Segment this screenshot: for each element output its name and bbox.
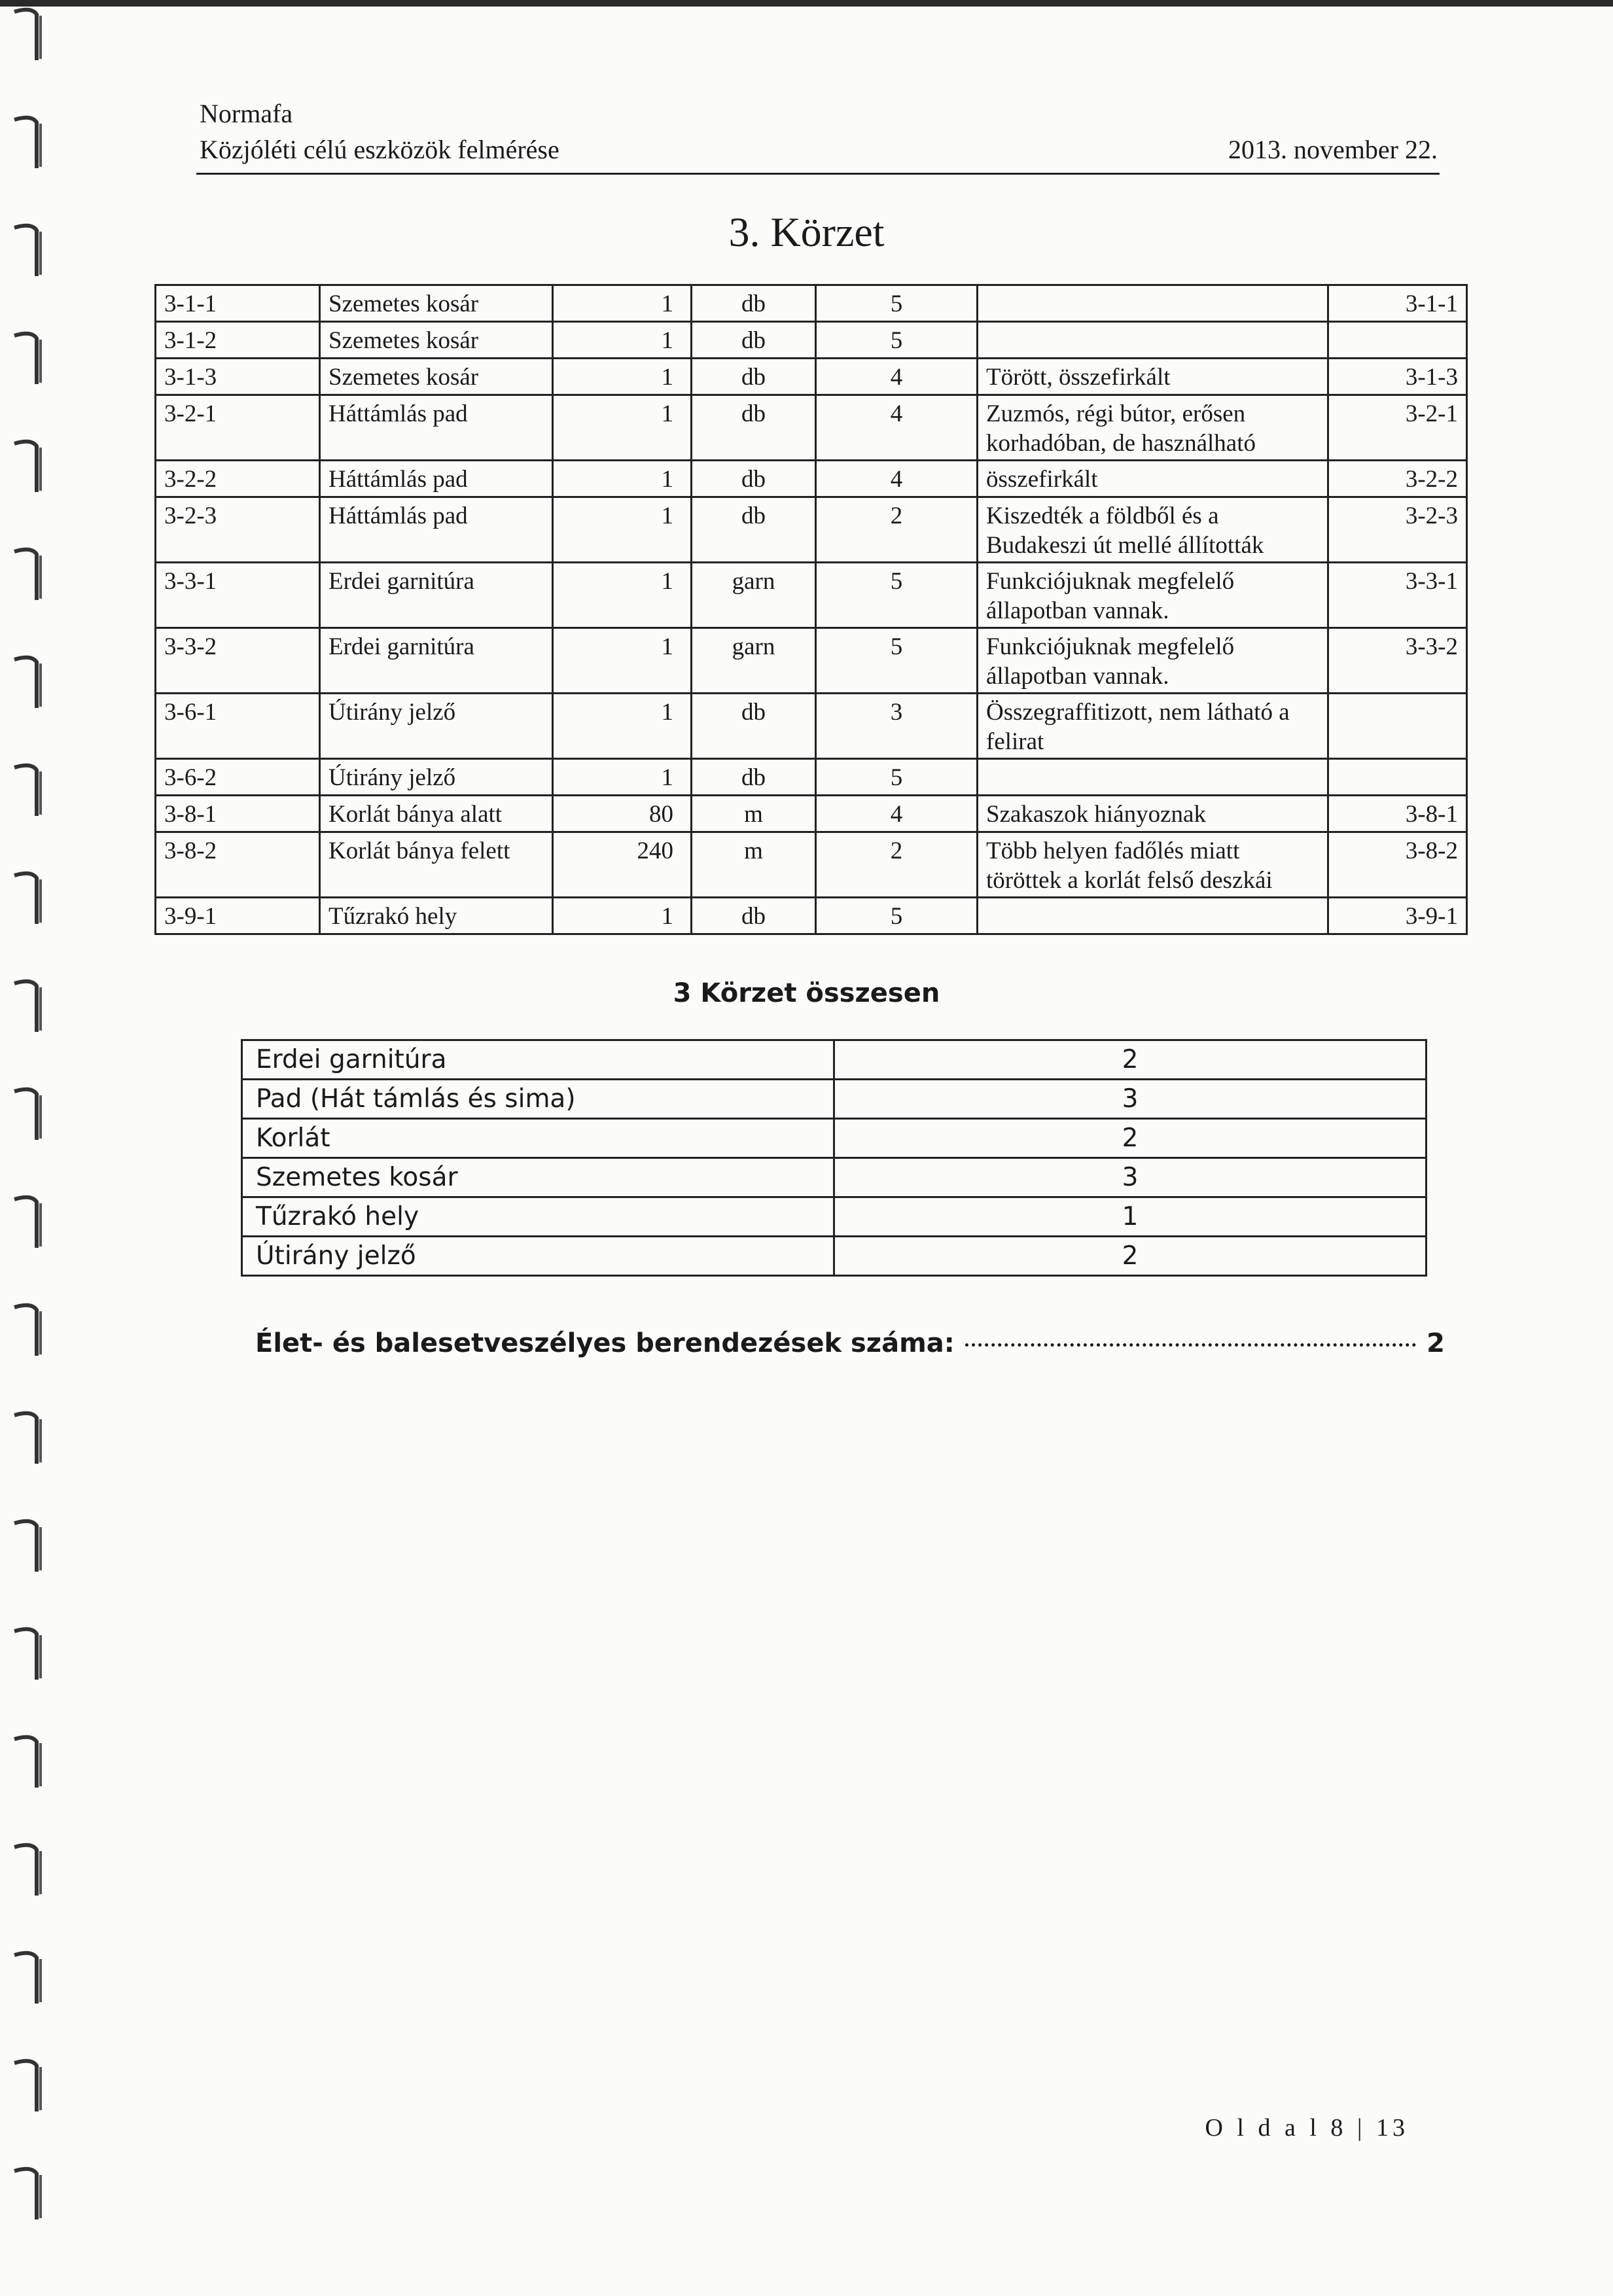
item-ref: 3-9-1 [1328,898,1467,934]
table-row [156,694,1467,759]
summary-row [242,1080,1427,1119]
binding-ring [12,653,48,712]
summary-row [242,1158,1427,1197]
binding-ring [12,1517,48,1576]
item-unit: m [692,832,816,898]
table-row [156,832,1467,898]
item-note: Funkciójuknak megfelelő állapotban vannak. [978,563,1328,628]
item-ref [1328,694,1467,759]
item-ref: 3-3-2 [1328,628,1467,694]
table-row [156,628,1467,694]
binding-ring [12,437,48,496]
item-rating: 4 [816,461,978,497]
item-note: összefirkált [978,461,1328,497]
item-rating: 5 [816,285,978,322]
item-ref [1328,759,1467,796]
item-id: 3-9-1 [156,898,320,934]
item-ref: 3-1-1 [1328,285,1467,322]
item-unit: garn [692,628,816,694]
item-rating: 2 [816,832,978,898]
summary-value: 2 [834,1040,1427,1080]
binding-ring [12,1193,48,1252]
summary-label: Pad (Hát támlás és sima) [242,1080,834,1119]
item-rating: 4 [816,796,978,832]
binding-ring [12,5,48,64]
table-row [156,285,1467,322]
summary-label: Szemetes kosár [242,1158,834,1197]
item-note: Törött, összefirkált [978,359,1328,395]
item-note: Kiszedték a földből és a Budakeszi út mellé állították [978,497,1328,563]
summary-row [242,1040,1427,1080]
item-id: 3-1-2 [156,322,320,359]
binding-ring [12,1409,48,1468]
item-ref: 3-3-1 [1328,563,1467,628]
item-note: Funkciójuknak megfelelő állapotban vannak. [978,628,1328,694]
summary-value: 2 [834,1119,1427,1158]
table-row [156,497,1467,563]
item-rating: 5 [816,628,978,694]
item-id: 3-6-1 [156,694,320,759]
item-qty: 1 [553,461,692,497]
item-name: Háttámlás pad [320,461,553,497]
item-unit: db [692,898,816,934]
item-unit: db [692,759,816,796]
table-row [156,898,1467,934]
summary-table [241,1039,1427,1277]
item-name: Korlát bánya alatt [320,796,553,832]
summary-value: 1 [834,1197,1427,1237]
item-rating: 5 [816,563,978,628]
item-unit: db [692,694,816,759]
header-divider [196,173,1440,175]
item-name: Háttámlás pad [320,395,553,461]
item-note [978,898,1328,934]
item-unit: garn [692,563,816,628]
summary-row [242,1197,1427,1237]
item-qty: 240 [553,832,692,898]
item-rating: 5 [816,322,978,359]
summary-value: 3 [834,1080,1427,1119]
item-qty: 1 [553,628,692,694]
item-id: 3-2-2 [156,461,320,497]
page-number: O l d a l 8 | 13 [1205,2114,1409,2142]
item-name: Szemetes kosár [320,285,553,322]
summary-row [242,1119,1427,1158]
table-row [156,395,1467,461]
binding-ring [12,1085,48,1144]
item-qty: 1 [553,497,692,563]
item-rating: 4 [816,395,978,461]
item-rating: 4 [816,359,978,395]
header-location: Normafa [200,99,293,128]
danger-count-label: Élet- és balesetveszélyes berendezések száma: [255,1328,955,1358]
item-id: 3-3-2 [156,628,320,694]
section-title: 3. Körzet [728,209,885,255]
table-row [156,359,1467,395]
item-ref: 3-2-1 [1328,395,1467,461]
item-name: Háttámlás pad [320,497,553,563]
item-note [978,322,1328,359]
item-unit: db [692,461,816,497]
item-rating: 2 [816,497,978,563]
danger-count-line [255,1328,1445,1358]
item-unit: db [692,497,816,563]
item-name: Útirány jelző [320,694,553,759]
item-name: Szemetes kosár [320,359,553,395]
item-qty: 80 [553,796,692,832]
danger-count-value: 2 [1427,1328,1445,1358]
item-qty: 1 [553,694,692,759]
item-ref: 3-1-3 [1328,359,1467,395]
summary-label: Útirány jelző [242,1237,834,1276]
binding-ring [12,2057,48,2115]
binding-ring [12,329,48,388]
binding-ring [12,113,48,172]
table-row [156,759,1467,796]
item-unit: db [692,395,816,461]
item-qty: 1 [553,359,692,395]
item-note [978,285,1328,322]
item-rating: 5 [816,898,978,934]
page-top-border [0,0,1613,7]
table-row [156,322,1467,359]
item-name: Szemetes kosár [320,322,553,359]
summary-title: 3 Körzet összesen [673,978,940,1008]
item-id: 3-3-1 [156,563,320,628]
binding-ring [12,1625,48,1684]
item-qty: 1 [553,563,692,628]
item-ref: 3-2-3 [1328,497,1467,563]
item-name: Korlát bánya felett [320,832,553,898]
item-qty: 1 [553,898,692,934]
table-row [156,563,1467,628]
binding-ring [12,1301,48,1360]
item-qty: 1 [553,759,692,796]
item-name: Útirány jelző [320,759,553,796]
summary-row [242,1237,1427,1276]
item-id: 3-2-1 [156,395,320,461]
item-name: Erdei garnitúra [320,628,553,694]
binding-ring [12,761,48,820]
item-unit: m [692,796,816,832]
item-id: 3-8-2 [156,832,320,898]
item-ref: 3-2-2 [1328,461,1467,497]
item-unit: db [692,359,816,395]
item-id: 3-8-1 [156,796,320,832]
table-row [156,796,1467,832]
item-unit: db [692,322,816,359]
item-id: 3-1-3 [156,359,320,395]
item-note: Zuzmós, régi bútor, erősen korhadóban, de használható [978,395,1328,461]
binding-ring [12,2164,48,2223]
spiral-binding [0,0,52,2296]
item-rating: 3 [816,694,978,759]
item-ref: 3-8-2 [1328,832,1467,898]
binding-ring [12,1841,48,1899]
table-row [156,461,1467,497]
item-unit: db [692,285,816,322]
inventory-table [154,284,1468,935]
header-date: 2013. november 22. [1228,135,1438,164]
binding-ring [12,1733,48,1792]
item-ref [1328,322,1467,359]
item-qty: 1 [553,322,692,359]
summary-value: 2 [834,1237,1427,1276]
binding-ring [12,1949,48,2007]
item-name: Tűzrakó hely [320,898,553,934]
summary-label: Erdei garnitúra [242,1040,834,1080]
item-id: 3-2-3 [156,497,320,563]
item-note [978,759,1328,796]
header-subtitle: Közjóléti célú eszközök felmérése [200,135,559,164]
summary-label: Korlát [242,1119,834,1158]
summary-label: Tűzrakó hely [242,1197,834,1237]
item-rating: 5 [816,759,978,796]
binding-ring [12,869,48,928]
item-id: 3-6-2 [156,759,320,796]
item-note: Szakaszok hiányoznak [978,796,1328,832]
item-ref: 3-8-1 [1328,796,1467,832]
item-id: 3-1-1 [156,285,320,322]
dot-leader [965,1343,1416,1347]
item-name: Erdei garnitúra [320,563,553,628]
item-note: Összegraffitizott, nem látható a felirat [978,694,1328,759]
binding-ring [12,545,48,604]
summary-value: 3 [834,1158,1427,1197]
item-qty: 1 [553,285,692,322]
item-note: Több helyen fadőlés miatt töröttek a korlát felső deszkái [978,832,1328,898]
item-qty: 1 [553,395,692,461]
